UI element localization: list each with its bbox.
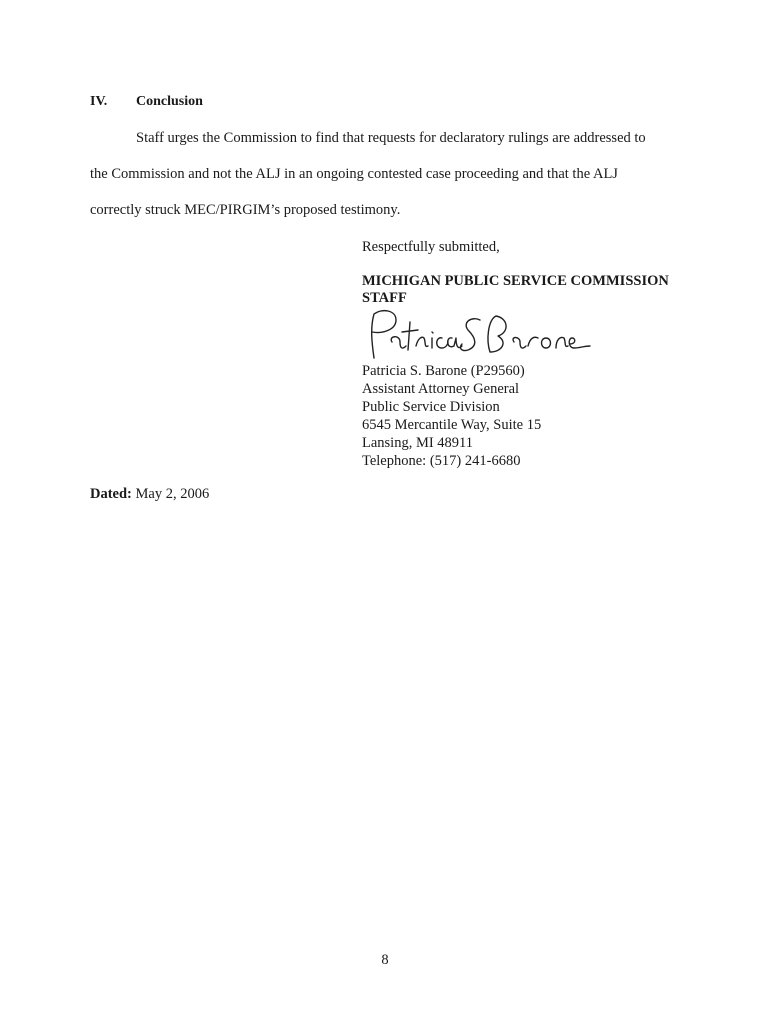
dated-value: May 2, 2006 xyxy=(135,486,210,502)
body-line-2: the Commission and not the ALJ in an ongoing contested case proceeding and that the ALJ xyxy=(90,166,618,182)
section-title: Conclusion xyxy=(136,94,203,109)
signatory-city: Lansing, MI 48911 xyxy=(362,435,474,451)
page-number: 8 xyxy=(381,952,389,968)
signatory-division: Public Service Division xyxy=(362,399,500,415)
organization-name xyxy=(362,273,702,307)
dated-line xyxy=(90,486,209,503)
signatory-telephone: Telephone: (517) 241-6680 xyxy=(362,453,521,469)
closing-text: Respectfully submitted, xyxy=(362,239,500,255)
signatory-street: 6545 Mercantile Way, Suite 15 xyxy=(362,417,542,433)
organization-line-2: STAFF xyxy=(362,290,407,306)
signatory-title: Assistant Attorney General xyxy=(362,381,520,397)
body-line-3: correctly struck MEC/PIRGIM’s proposed testimony. xyxy=(90,202,401,218)
signatory-address xyxy=(362,362,541,470)
section-number: IV. xyxy=(90,94,108,109)
signatory-name: Patricia S. Barone (P29560) xyxy=(362,363,525,379)
section-heading xyxy=(90,94,203,110)
organization-line-1: MICHIGAN PUBLIC SERVICE COMMISSION xyxy=(362,273,669,289)
handwritten-signature xyxy=(362,306,592,362)
body-line-1: Staff urges the Commission to find that requests for declaratory rulings are addressed to xyxy=(136,130,646,146)
dated-label: Dated: xyxy=(90,486,132,502)
